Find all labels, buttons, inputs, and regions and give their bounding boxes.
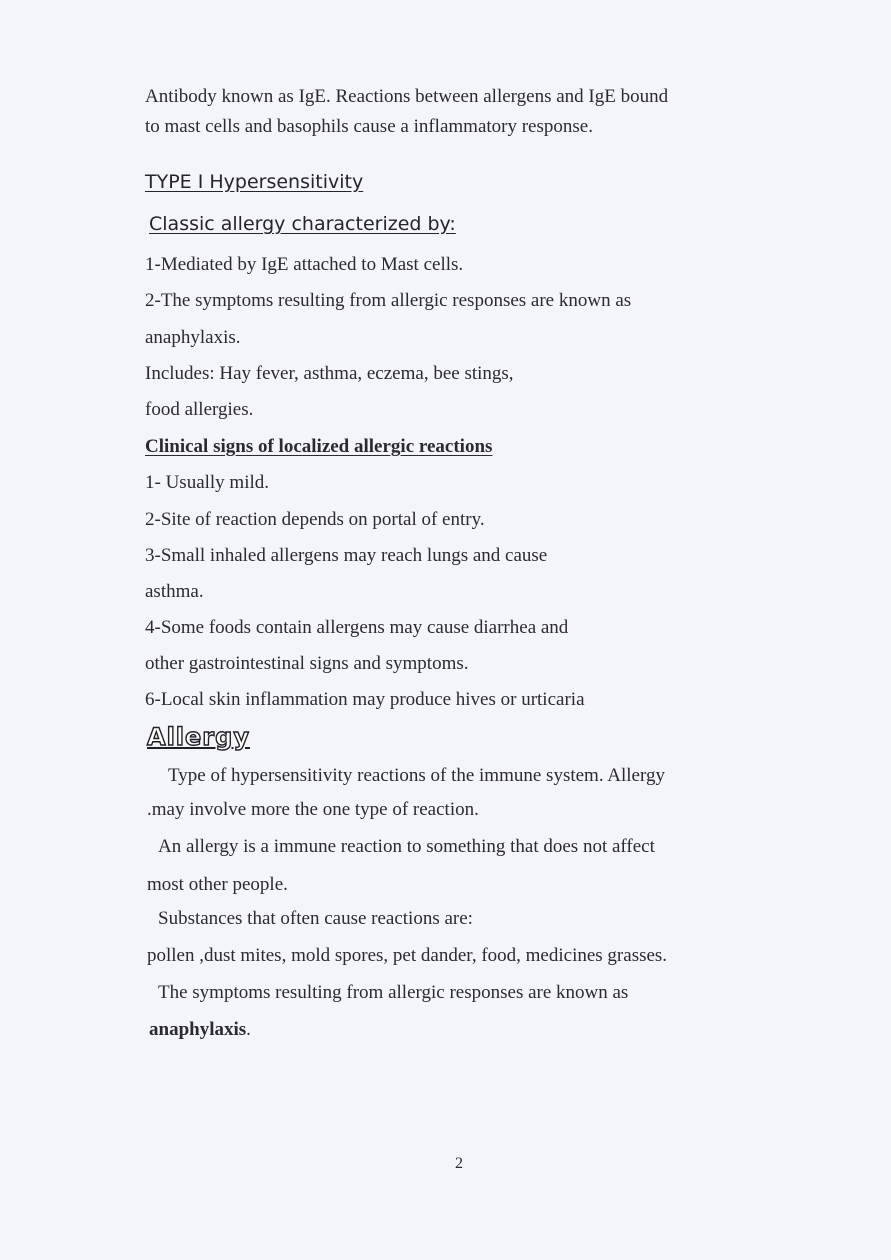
allergy-line-5: Substances that often cause reactions are:	[158, 908, 473, 929]
anaphylaxis-term: anaphylaxis	[149, 1019, 247, 1040]
intro-line-1: Antibody known as IgE. Reactions between allergens and IgE bound	[145, 86, 669, 107]
allergy-heading: Allergy	[147, 723, 250, 751]
page-number: 2	[455, 1155, 463, 1172]
clinical-line-6: other gastrointestinal signs and symptoms.	[145, 653, 469, 674]
allergy-line-6: pollen ,dust mites, mold spores, pet dander, food, medicines grasses.	[147, 945, 668, 966]
clinical-heading: Clinical signs of localized allergic reactions	[145, 436, 493, 457]
allergy-line-2: .may involve more the one type of reaction.	[147, 799, 479, 820]
clinical-line-1: 1- Usually mild.	[145, 472, 270, 493]
clinical-line-5: 4-Some foods contain allergens may cause diarrhea and	[145, 617, 569, 638]
clinical-line-3: 3-Small inhaled allergens may reach lungs and cause	[145, 545, 548, 566]
allergy-line-1: Type of hypersensitivity reactions of the immune system. Allergy	[168, 765, 665, 786]
clinical-line-4: asthma.	[145, 581, 204, 602]
clinical-line-2: 2-Site of reaction depends on portal of entry.	[145, 509, 485, 530]
type1-subheading: Classic allergy characterized by:	[149, 213, 456, 235]
type1-line-3: anaphylaxis.	[145, 327, 241, 348]
intro-line-2: to mast cells and basophils cause a inflammatory response.	[145, 116, 593, 137]
type1-line-5: food allergies.	[145, 399, 254, 420]
type1-line-1: 1-Mediated by IgE attached to Mast cells.	[145, 254, 464, 275]
allergy-final-line	[149, 1019, 251, 1041]
allergy-line-4: most other people.	[147, 874, 288, 895]
type1-heading: TYPE I Hypersensitivity	[145, 171, 364, 193]
allergy-line-3: An allergy is a immune reaction to something that does not affect	[158, 836, 655, 857]
allergy-line-7: The symptoms resulting from allergic responses are known as	[158, 982, 629, 1003]
type1-line-4: Includes: Hay fever, asthma, eczema, bee stings,	[145, 363, 514, 384]
type1-line-2: 2-The symptoms resulting from allergic responses are known as	[145, 290, 632, 311]
clinical-line-7: 6-Local skin inflammation may produce hives or urticaria	[145, 689, 585, 710]
final-period: .	[246, 1019, 251, 1040]
